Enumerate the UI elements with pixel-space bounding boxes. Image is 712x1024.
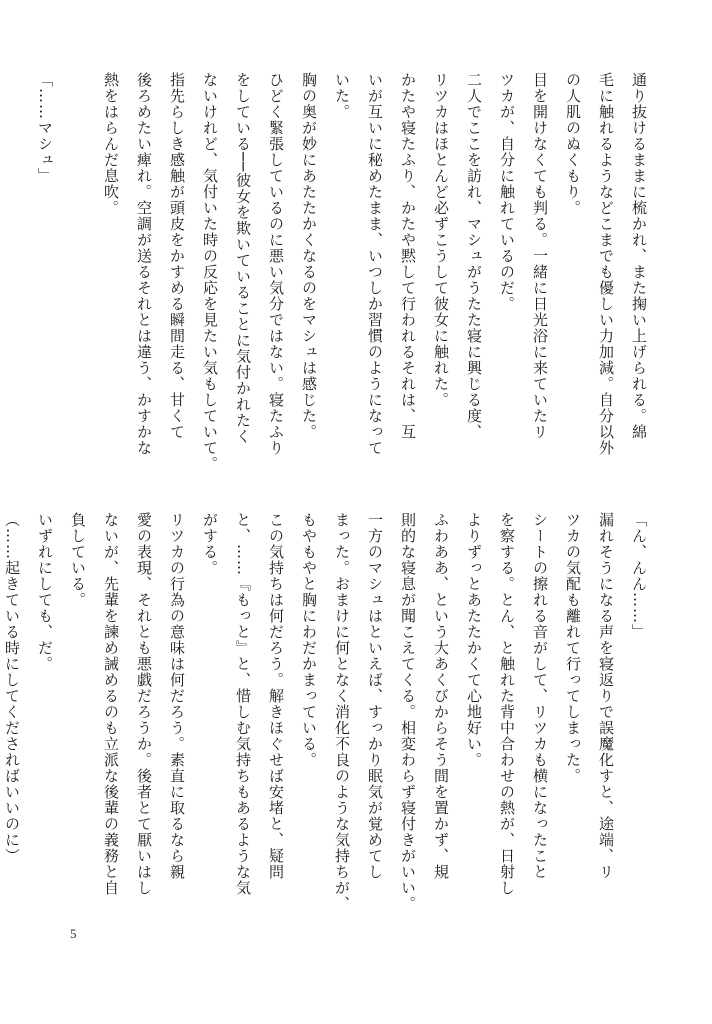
text-line: いずれにしても、だ。 [36, 512, 54, 672]
text-line: もやもやと胸にわだかまっている。 [300, 512, 318, 768]
text-line: 「……マシュ」 [36, 72, 54, 184]
page-number: 5 [70, 926, 77, 941]
text-line: 一方のマシュはといえば、すっかり眠気が覚めてし [366, 512, 384, 880]
text-line: 負している。 [69, 512, 87, 608]
text-line: いが互いに秘めたまま、いつしか習慣のようになって [366, 72, 384, 456]
text-line: 漏れそうになる声を寝返りで誤魔化すと、途端、リ [597, 512, 615, 880]
text-line [0, 72, 28, 482]
text-line: 通り抜けるままに梳かれ、また掬い上げられる。綿 [630, 72, 648, 440]
text-line: かたや寝たふり、かたや黙して行われるそれは、互 [399, 72, 417, 440]
text-line: シートの擦れる音がして、リツカも横になったこと [531, 512, 549, 880]
text-line: 熱をはらんだ息吹。 [102, 72, 120, 216]
bottom-text-block [0, 512, 655, 922]
text-line: ひどく緊張しているのに悪い気分ではない。寝たふり [267, 72, 285, 456]
text-line: この気持ちは何だろう。解きほぐせば安堵と、疑問 [267, 512, 285, 880]
text-line: ツカの気配も離れて行ってしまった。 [564, 512, 582, 784]
text-line: ふわああ、という大あくびからそう間を置かず、規 [432, 512, 450, 880]
text-line: （……起きている時にしてくださればいいのに） [3, 512, 21, 864]
text-line: 目を開けなくても判る。一緒に日光浴に来ていたリ [531, 72, 549, 440]
text-line: ないけれど、気付いた時の反応を見たい気もしていて。 [201, 72, 219, 472]
text-line: の人肌のぬくもり。 [564, 72, 582, 216]
top-text-block [0, 72, 655, 482]
text-line: をしている──彼女を欺いていることに気付かれたく [234, 72, 252, 445]
text-line: ないが、先輩を諫め誡めるのも立派な後輩の義務と自 [102, 512, 120, 896]
text-line [61, 72, 94, 482]
text-line: 毛に触れるようなどこまでも優しい力加減。自分以外 [597, 72, 615, 456]
text-line: いた。 [333, 72, 351, 120]
text-line: ツカが、自分に触れているのだ。 [498, 72, 516, 312]
text-line: 指先らしき感触が頭皮をかすめる瞬間走る、甘くて [168, 72, 186, 440]
text-line: 愛の表現、それとも悪戯だろうか。後者とて厭いはし [135, 512, 153, 896]
text-line: と、……『もっと』と、惜しむ気持ちもあるような気 [234, 512, 252, 896]
text-line: リツカの行為の意味は何だろう。素直に取るなら親 [168, 512, 186, 880]
text-line: 胸の奥が妙にあたたかくなるのをマシュは感じた。 [300, 72, 318, 440]
text-line: 則的な寝息が聞こえてくる。相変わらず寝付きがいい。 [399, 512, 417, 912]
text-line: 二人でここを訪れ、マシュがうたた寝に興じる度、 [465, 72, 483, 440]
text-line: まった。おまけに何となく消化不良のような気持ちが、 [333, 512, 351, 912]
text-line: 後ろめたい痺れ。空調が送るそれとは違う、かすかな [135, 72, 153, 456]
text-line: リツカはほとんど必ずこうして彼女に触れた。 [432, 72, 450, 408]
text-line: を察する。とん、と触れた背中合わせの熱が、日射し [498, 512, 516, 896]
text-line: よりずっとあたたかくて心地好い。 [465, 512, 483, 768]
text-line: がする。 [201, 512, 219, 576]
text-line: 「ん、んん……」 [630, 512, 648, 640]
